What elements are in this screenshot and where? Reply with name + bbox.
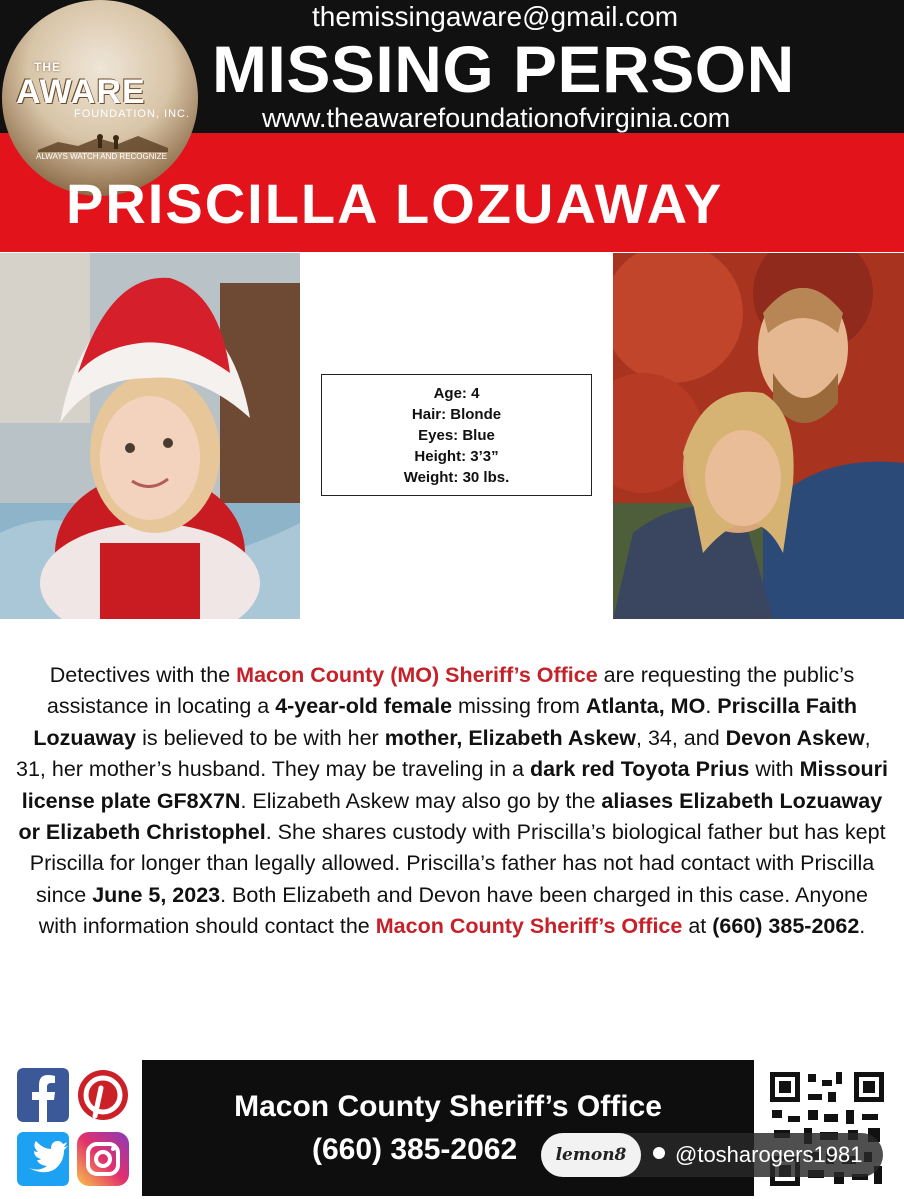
body-bold-vehicle: dark red Toyota Prius [529, 757, 750, 782]
logo-foundation: FOUNDATION, INC. [74, 108, 191, 120]
body-text-7: , 31, her mother’s husband. They may be traveling in a [16, 725, 871, 782]
body-bold-aliases: aliases Elizabeth Lozuaway or Elizabeth Christophel [18, 788, 883, 845]
aware-foundation-logo [2, 0, 198, 196]
body-text-3: missing from [452, 694, 586, 719]
logo-scene-icon [38, 128, 168, 152]
lemon8-logo: lemon8 [541, 1133, 641, 1177]
body-text-13: . [859, 914, 866, 939]
body-bold-stepfather: Devon Askew [725, 725, 865, 750]
couple-photo-illustration [613, 253, 904, 619]
social-icons [17, 1068, 131, 1190]
couple-photo [613, 253, 904, 619]
body-bold-date: June 5, 2023 [92, 882, 221, 907]
body-text-6: , 34, and [636, 725, 726, 750]
body-text-9: . Elizabeth Askew may also go by the [240, 788, 602, 813]
logo-aware: AWARE [16, 73, 146, 111]
physical-description-box [321, 374, 592, 496]
lemon8-watermark [541, 1133, 883, 1177]
body-text-10: . She shares custody with Priscilla’s biological father but has kept Priscilla for longer than legally allowed. Priscilla’s father has not had contact with Priscilla since [29, 820, 886, 907]
contact-email[interactable]: themissingaware@gmail.com [312, 1, 679, 32]
logo-the: THE [34, 60, 61, 74]
watermark-username: @tosharogers1981 [675, 1142, 863, 1167]
watermark-user [653, 1133, 862, 1177]
logo-motto: ALWAYS WATCH AND RECOGNIZE [36, 152, 167, 161]
body-bold-location: Atlanta, MO [585, 694, 706, 719]
pinterest-icon[interactable] [77, 1068, 129, 1122]
body-bold-age: 4-year-old female [275, 694, 453, 719]
stat-height: Height: 3’3” [414, 448, 499, 465]
body-text-5: is believed to be with her [136, 725, 385, 750]
stat-weight: Weight: 30 lbs. [403, 469, 510, 486]
body-bold-phone: (660) 385-2062 [712, 914, 860, 939]
stat-age: Age: 4 [433, 385, 480, 402]
body-text-4: . [705, 694, 718, 719]
body-text-12: at [682, 914, 713, 939]
user-icon [653, 1147, 665, 1159]
case-description [16, 660, 888, 943]
footer-agency: Macon County Sheriff’s Office [234, 1090, 662, 1123]
body-text-11: . Both Elizabeth and Devon have been charged in this case. Anyone with information should contact the [38, 882, 868, 939]
child-photo [0, 253, 300, 619]
missing-person-name: PRISCILLA LOZUAWAY [66, 172, 724, 235]
body-bold-fullname: Priscilla Faith Lozuaway [33, 694, 858, 750]
stat-hair: Hair: Blonde [411, 406, 502, 423]
body-bold-mother: mother, Elizabeth Askew [384, 725, 636, 750]
body-text-8: with [749, 757, 800, 782]
agency-name: Macon County (MO) Sheriff’s Office [236, 663, 598, 687]
poster-title: MISSING PERSON [212, 32, 795, 106]
stat-eyes: Eyes: Blue [418, 427, 495, 444]
instagram-icon[interactable] [77, 1132, 129, 1186]
header-banner [0, 0, 904, 252]
child-photo-illustration [0, 253, 300, 619]
website-url[interactable]: www.theawarefoundationofvirginia.com [262, 103, 731, 133]
facebook-icon[interactable] [17, 1068, 69, 1122]
body-text-1: Detectives with the [49, 663, 237, 687]
footer-phone[interactable]: (660) 385-2062 [312, 1133, 518, 1166]
body-bold-plate: Missouri license plate GF8X7N [21, 757, 888, 813]
agency-name-2: Macon County Sheriff’s Office [375, 914, 683, 939]
twitter-icon[interactable] [17, 1132, 69, 1186]
body-text-2: are requesting the public’s assistance in locating a [46, 663, 855, 719]
